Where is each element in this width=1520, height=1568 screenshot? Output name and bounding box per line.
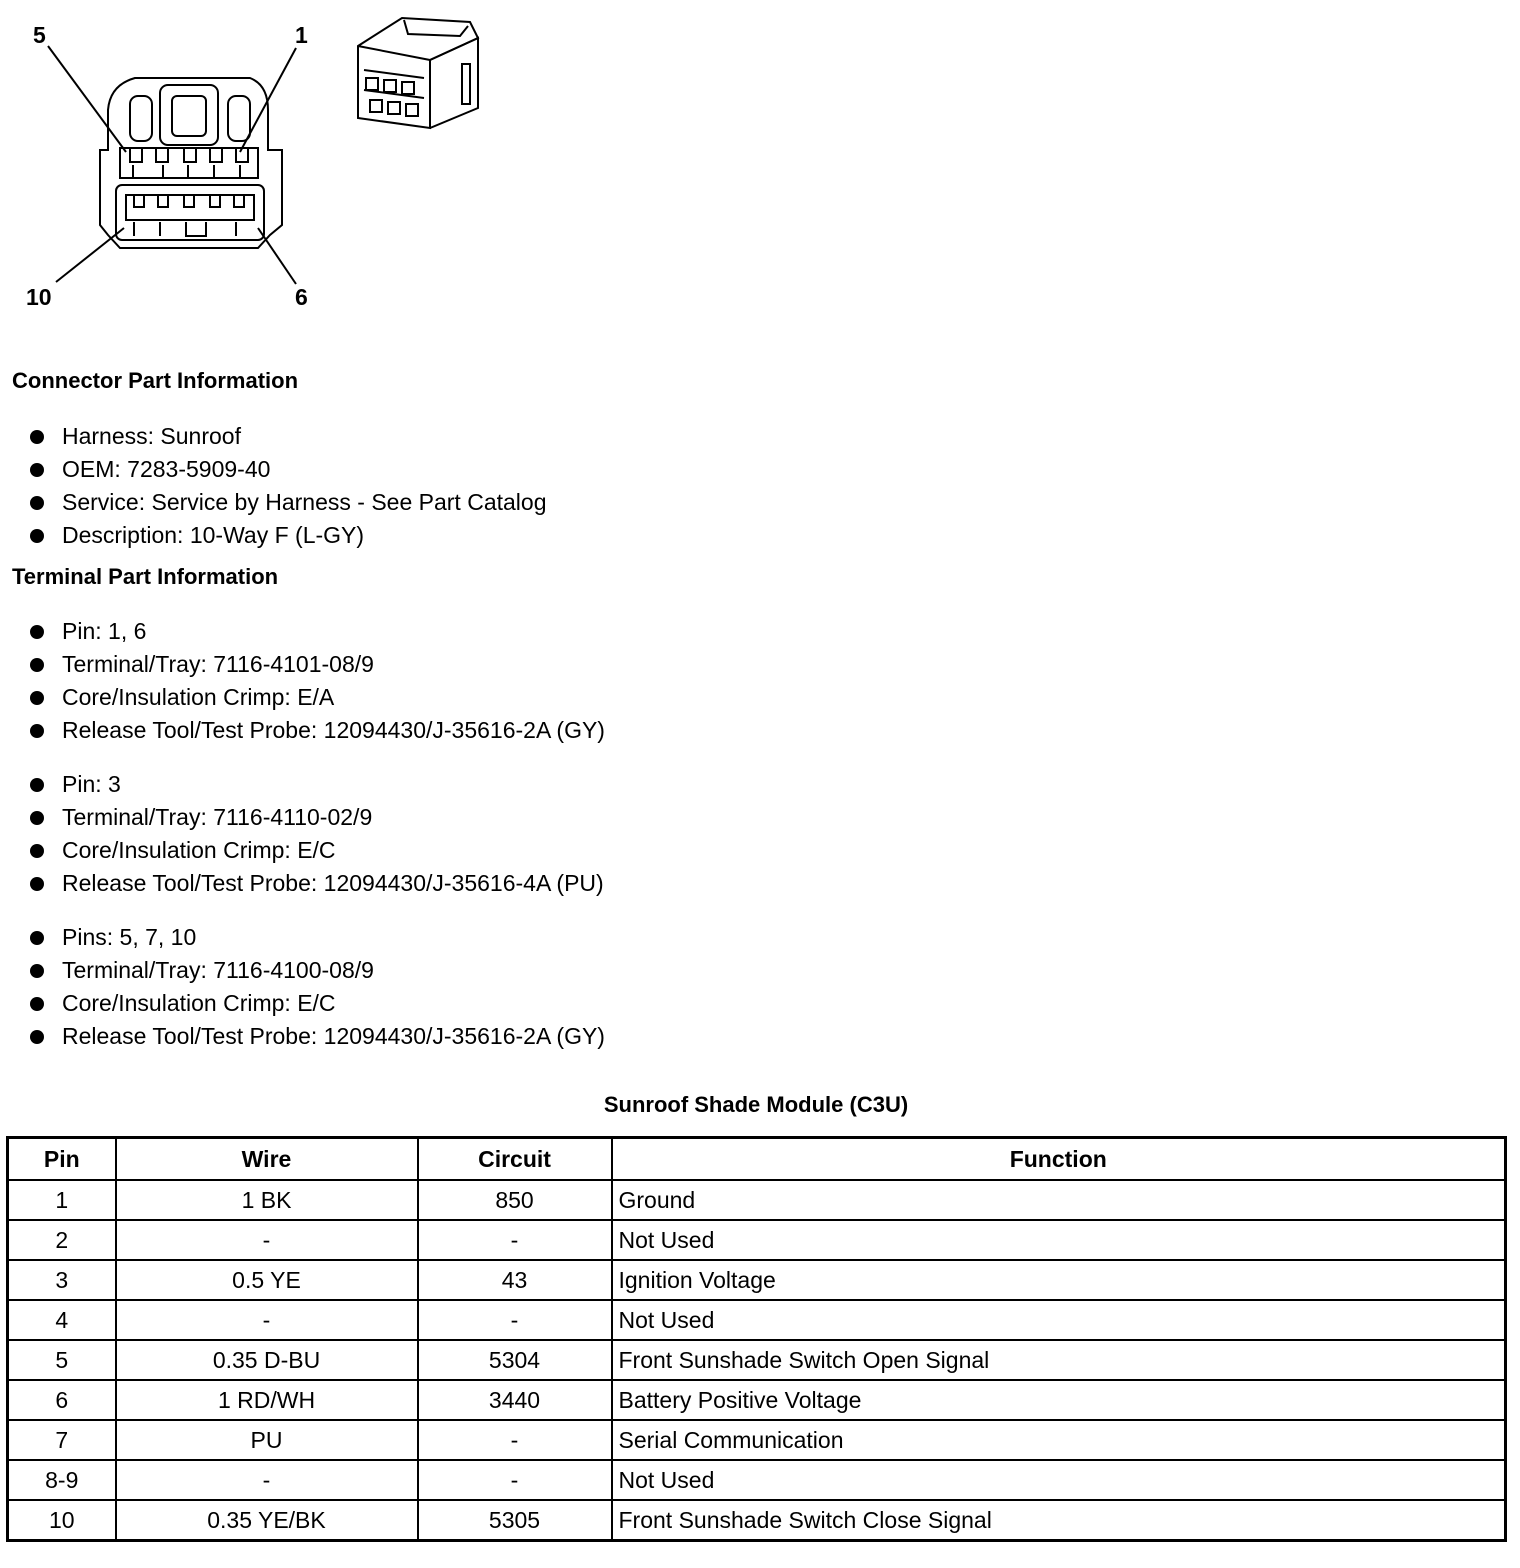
wire-cell: - [116, 1460, 418, 1500]
column-header-wire: Wire [116, 1138, 418, 1181]
list-item: Core/Insulation Crimp: E/C [30, 834, 604, 867]
list-item: Core/Insulation Crimp: E/A [30, 681, 605, 714]
connector-face-drawing [0, 0, 520, 330]
list-item: Harness: Sunroof [30, 420, 546, 453]
circuit-cell: - [418, 1300, 612, 1340]
pin-cell: 1 [8, 1180, 116, 1220]
table-row [8, 1300, 1506, 1340]
circuit-cell: 3440 [418, 1380, 612, 1420]
circuit-cell: 5305 [418, 1500, 612, 1541]
column-header-circuit: Circuit [418, 1138, 612, 1181]
wire-cell: PU [116, 1420, 418, 1460]
pin-6-callout: 6 [295, 284, 308, 310]
wire-cell: 0.35 YE/BK [116, 1500, 418, 1541]
circuit-cell: 5304 [418, 1340, 612, 1380]
function-cell: Ground [612, 1180, 1506, 1220]
bullet-icon [30, 997, 44, 1011]
table-header-row [8, 1138, 1506, 1181]
terminal-info-heading: Terminal Part Information [12, 564, 279, 589]
circuit-cell: - [418, 1220, 612, 1260]
list-item: Pin: 1, 6 [30, 615, 605, 648]
wire-cell: 0.35 D-BU [116, 1340, 418, 1380]
pin-cell: 2 [8, 1220, 116, 1260]
list-item: Pin: 3 [30, 768, 604, 801]
terminal-group-1 [30, 615, 605, 747]
bullet-icon [30, 658, 44, 672]
pin-cell: 4 [8, 1300, 116, 1340]
pin-cell: 7 [8, 1420, 116, 1460]
table-row [8, 1500, 1506, 1541]
table-row [8, 1260, 1506, 1300]
bullet-icon [30, 496, 44, 510]
circuit-cell: 850 [418, 1180, 612, 1220]
circuit-cell: 43 [418, 1260, 612, 1300]
list-item: Release Tool/Test Probe: 12094430/J-35616-2A (GY) [30, 1020, 605, 1053]
list-item: Pins: 5, 7, 10 [30, 921, 605, 954]
bullet-icon [30, 1030, 44, 1044]
wire-cell: - [116, 1220, 418, 1260]
table-row [8, 1420, 1506, 1460]
list-item: Terminal/Tray: 7116-4110-02/9 [30, 801, 604, 834]
column-header-pin: Pin [8, 1138, 116, 1181]
list-item: Service: Service by Harness - See Part Catalog [30, 486, 546, 519]
bullet-icon [30, 778, 44, 792]
pin-5-callout: 5 [33, 22, 46, 48]
pin-cell: 3 [8, 1260, 116, 1300]
circuit-cell: - [418, 1420, 612, 1460]
table-title: Sunroof Shade Module (C3U) [603, 1092, 909, 1117]
table-row [8, 1220, 1506, 1260]
pin-cell: 6 [8, 1380, 116, 1420]
pin-cell: 5 [8, 1340, 116, 1380]
list-item: Release Tool/Test Probe: 12094430/J-35616-2A (GY) [30, 714, 605, 747]
function-cell: Battery Positive Voltage [612, 1380, 1506, 1420]
bullet-icon [30, 529, 44, 543]
table-row [8, 1180, 1506, 1220]
wire-cell: 1 BK [116, 1180, 418, 1220]
bullet-icon [30, 811, 44, 825]
pin-cell: 10 [8, 1500, 116, 1541]
terminal-group-3 [30, 921, 605, 1053]
wire-cell: 0.5 YE [116, 1260, 418, 1300]
pinout-table [6, 1136, 1507, 1542]
list-item: OEM: 7283-5909-40 [30, 453, 546, 486]
connector-diagram [0, 0, 520, 330]
function-cell: Not Used [612, 1220, 1506, 1260]
bullet-icon [30, 724, 44, 738]
wire-cell: 1 RD/WH [116, 1380, 418, 1420]
function-cell: Not Used [612, 1460, 1506, 1500]
bullet-icon [30, 430, 44, 444]
table-row [8, 1340, 1506, 1380]
bullet-icon [30, 625, 44, 639]
bullet-icon [30, 931, 44, 945]
pin-cell: 8-9 [8, 1460, 116, 1500]
terminal-group-2 [30, 768, 604, 900]
connector-info-heading: Connector Part Information [12, 368, 299, 393]
pin-10-callout: 10 [26, 284, 52, 310]
circuit-cell: - [418, 1460, 612, 1500]
pin-1-callout: 1 [295, 22, 308, 48]
function-cell: Front Sunshade Switch Open Signal [612, 1340, 1506, 1380]
function-cell: Not Used [612, 1300, 1506, 1340]
table-row [8, 1380, 1506, 1420]
list-item: Terminal/Tray: 7116-4101-08/9 [30, 648, 605, 681]
list-item: Terminal/Tray: 7116-4100-08/9 [30, 954, 605, 987]
bullet-icon [30, 877, 44, 891]
list-item: Description: 10-Way F (L-GY) [30, 519, 546, 552]
function-cell: Ignition Voltage [612, 1260, 1506, 1300]
bullet-icon [30, 463, 44, 477]
bullet-icon [30, 964, 44, 978]
function-cell: Front Sunshade Switch Close Signal [612, 1500, 1506, 1541]
bullet-icon [30, 844, 44, 858]
column-header-function: Function [612, 1138, 1506, 1181]
table-row [8, 1460, 1506, 1500]
bullet-icon [30, 691, 44, 705]
wire-cell: - [116, 1300, 418, 1340]
function-cell: Serial Communication [612, 1420, 1506, 1460]
connector-info-list [30, 420, 546, 552]
list-item: Core/Insulation Crimp: E/C [30, 987, 605, 1020]
list-item: Release Tool/Test Probe: 12094430/J-35616-4A (PU) [30, 867, 604, 900]
